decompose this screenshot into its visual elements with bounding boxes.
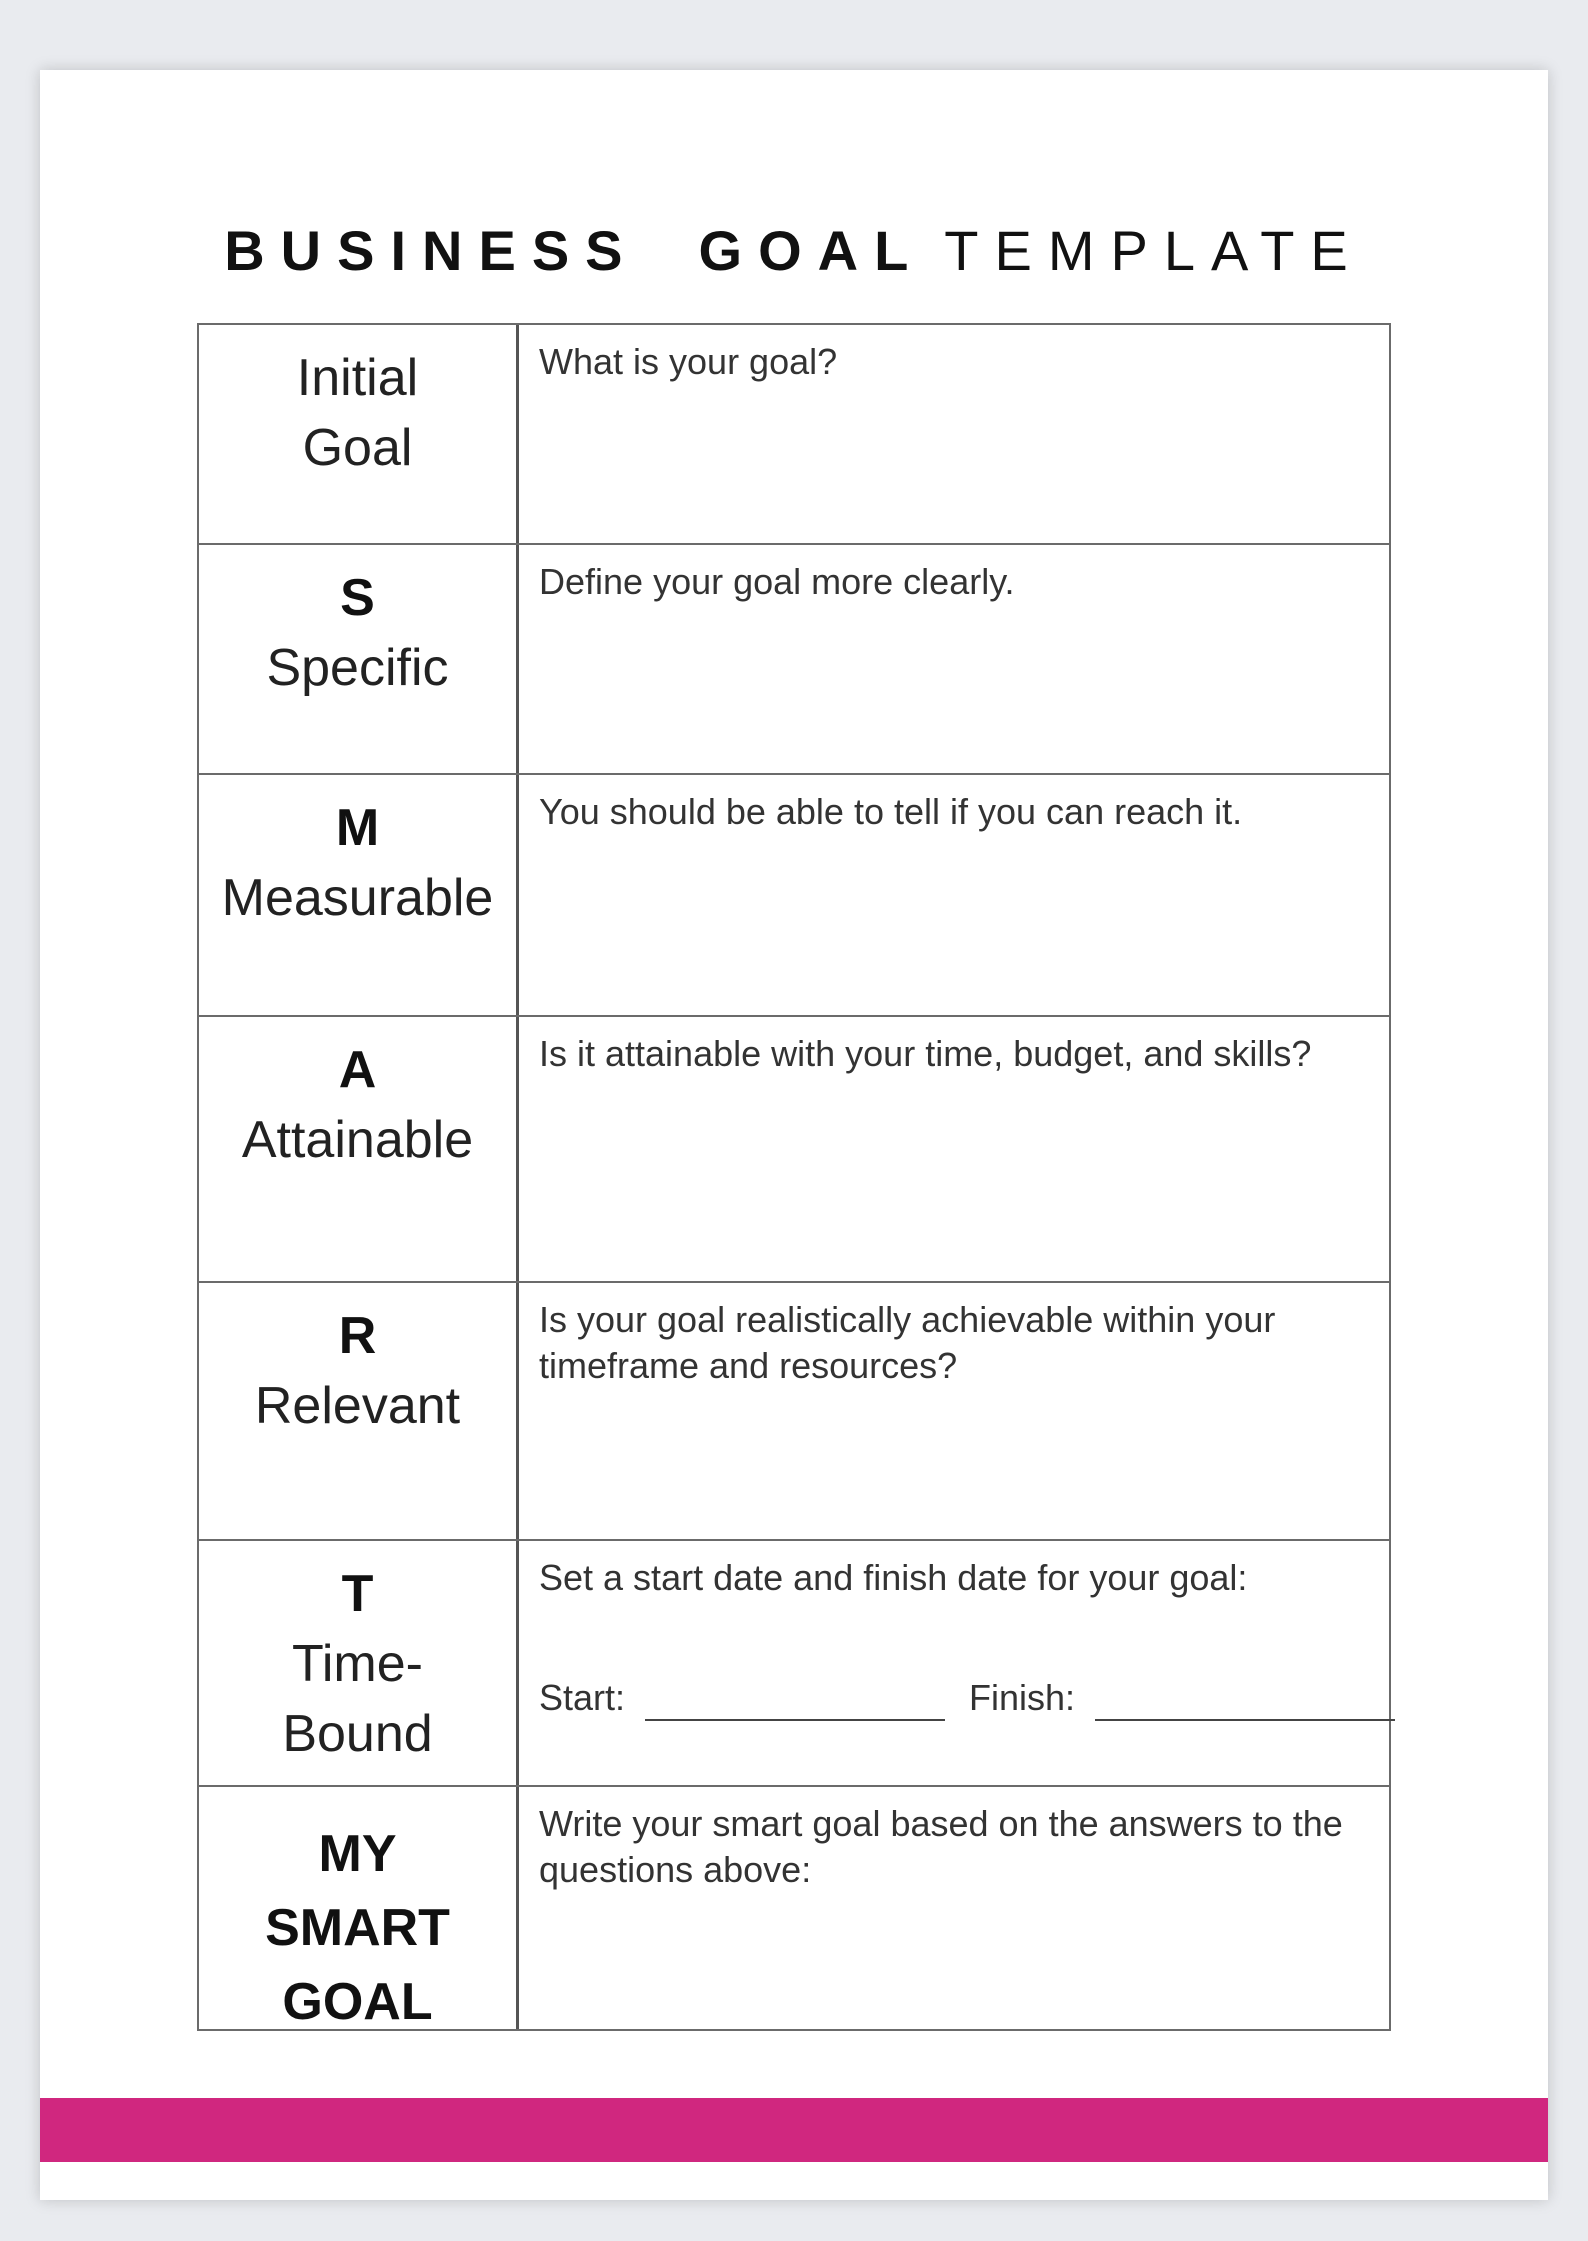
- label-letter: M: [335, 799, 380, 857]
- label-line: Initial: [296, 349, 419, 407]
- label-line: Attainable: [241, 1111, 474, 1169]
- row-specific: [197, 543, 1391, 773]
- label-letter: T: [341, 1565, 374, 1623]
- row-measurable: [197, 773, 1391, 1015]
- prompt-text: You should be able to tell if you can reach it.: [539, 791, 1243, 832]
- footer-accent-bar: [40, 2098, 1548, 2162]
- title-template: TEMPLATE: [944, 219, 1364, 282]
- prompt-text: Write your smart goal based on the answers to the questions above:: [539, 1803, 1343, 1890]
- answer-field-initial-goal[interactable]: [519, 325, 1389, 543]
- prompt-text: Define your goal more clearly.: [539, 561, 1015, 602]
- answer-field-measurable[interactable]: [519, 775, 1389, 1015]
- answer-field-relevant[interactable]: [519, 1283, 1389, 1539]
- answer-field-my-smart-goal[interactable]: [519, 1787, 1389, 2029]
- prompt-text: Is your goal realistically achievable within your timeframe and resources?: [539, 1299, 1276, 1386]
- label-line: MY: [318, 1825, 397, 1883]
- answer-field-time-bound: [519, 1541, 1415, 1785]
- title-goal: GOAL: [698, 219, 925, 282]
- label-specific: [199, 545, 519, 773]
- date-fields: [539, 1675, 1395, 1721]
- label-relevant: [199, 1283, 519, 1539]
- row-initial-goal: [197, 323, 1391, 543]
- page-title: [40, 218, 1548, 283]
- label-letter: A: [338, 1041, 377, 1099]
- label-initial-goal: [199, 325, 519, 543]
- row-time-bound: [197, 1539, 1391, 1785]
- label-attainable: [199, 1017, 519, 1281]
- answer-field-attainable[interactable]: [519, 1017, 1389, 1281]
- label-line: Measurable: [221, 869, 494, 927]
- label-my-smart-goal: [199, 1787, 519, 2029]
- label-time-bound: [199, 1541, 519, 1785]
- label-line: Bound: [282, 1705, 433, 1763]
- prompt-text: What is your goal?: [539, 341, 838, 382]
- smart-goal-table: [197, 323, 1391, 2031]
- finish-label: Finish:: [969, 1677, 1076, 1718]
- prompt-text: Set a start date and finish date for your goal:: [539, 1557, 1248, 1598]
- start-label: Start:: [539, 1677, 626, 1718]
- label-letter: R: [338, 1307, 377, 1365]
- label-line: SMART: [265, 1899, 450, 1957]
- label-measurable: [199, 775, 519, 1015]
- document-page: [40, 70, 1548, 2200]
- title-business: BUSINESS: [224, 219, 639, 282]
- label-line: Specific: [266, 639, 449, 697]
- answer-field-specific[interactable]: [519, 545, 1389, 773]
- label-line: Relevant: [254, 1377, 461, 1435]
- finish-date-input[interactable]: [1095, 1679, 1395, 1721]
- prompt-text: Is it attainable with your time, budget, and skills?: [539, 1033, 1312, 1074]
- label-line: Goal: [302, 419, 413, 477]
- label-line: Time-: [292, 1635, 423, 1693]
- label-letter: S: [340, 569, 375, 627]
- row-attainable: [197, 1015, 1391, 1281]
- start-date-input[interactable]: [645, 1679, 945, 1721]
- row-relevant: [197, 1281, 1391, 1539]
- row-my-smart-goal: [197, 1785, 1391, 2031]
- label-line: GOAL: [282, 1973, 433, 2031]
